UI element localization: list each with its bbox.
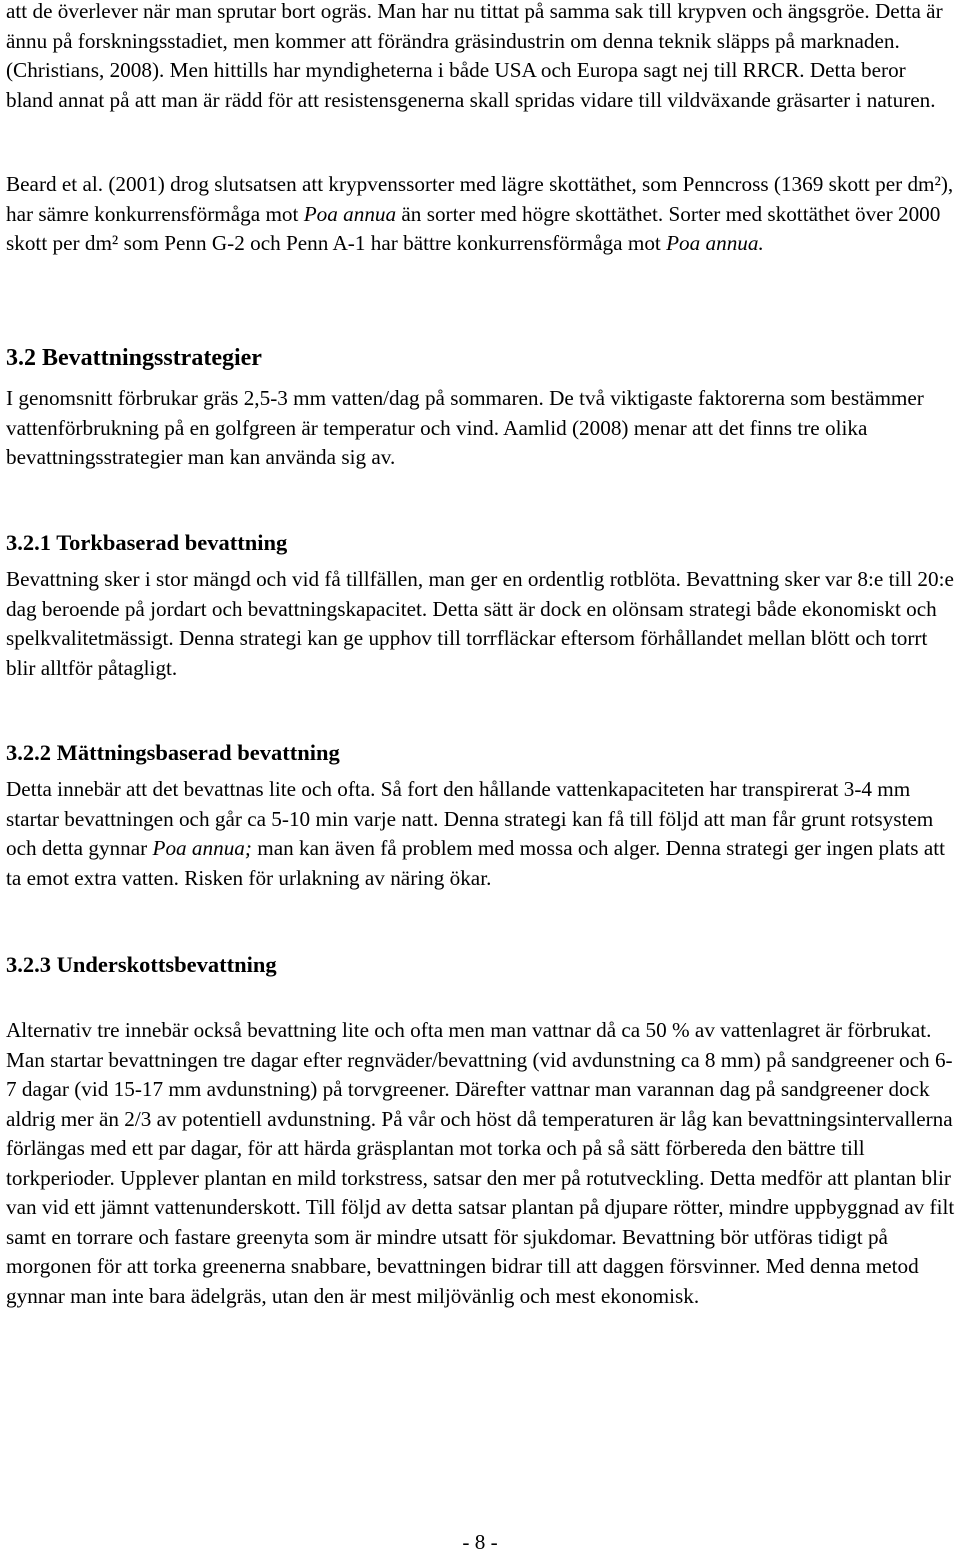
paragraph-text: Beard et al. (2001) drog slutsatsen att krypvenssorter med lägre skottäthet, som Penncross (1369 skott per dm²), har sämre konkurrensförmåga mot bbox=[6, 172, 954, 226]
paragraph-text: man kan även få problem med mossa och alger. Denna strategi ger ingen plats att ta emot extra vatten. Risken för urlakning av näring ökar. bbox=[6, 836, 946, 890]
species-name: Poa annua. bbox=[666, 231, 764, 255]
paragraph-text: Alternativ tre innebär också bevattning lite och ofta men man vattnar då ca 50 % av vattenlagret är förbrukat. Man startar bevattningen tre dagar efter regnväder/bevattning (vid avdunstning ca 8 mm) på sandgreener och 6-7 dagar (vid 15-17 mm avdunstning) på torvgreener. Därefter vattnar man varannan dag på sandgreener dock aldrig mer än 2/3 av potentiell avdunstning. På vår och höst då temperaturen är låg kan bevattningsintervallerna förlängas med ett par dagar, för att härda gräsplantan mot torka och på så sätt förbereda den bättre till torkperioder. Upplever plantan en mild torkstress, satsar den mer på rotutveckling. Detta medför att plantan blir van vid ett jämnt vattenunderskott. Till följd av detta satsar plantan på djupare rötter, mindre uppbyggnad av filt samt en torrare och fastare greenyta som är mindre utsatt för sjukdomar. Bevattning bör utföras tidigt på morgonen för att torka greenerna snabbare, bevattningen bidrar till att daggen försvinner. Med denna metod gynnar man inte bara ädelgräs, utan den är mest miljövänlig och mest ekonomisk. bbox=[6, 1018, 955, 1308]
paragraph-text: än sorter med högre skottäthet. Sorter med skottäthet över 2000 skott per dm² som Penn G-2 och Penn A-1 har bättre konkurrensförmåga mot bbox=[6, 201, 941, 255]
paragraph-beard bbox=[6, 170, 958, 259]
section-heading-3-2-1: 3.2.1 Torkbaserad bevattning bbox=[6, 530, 288, 555]
paragraph-3-2-3 bbox=[6, 1016, 958, 1311]
paragraph-3-2 bbox=[6, 384, 958, 473]
species-name: Poa annua; bbox=[152, 836, 252, 860]
paragraph-3-2-2 bbox=[6, 775, 958, 893]
paragraph-text: Detta innebär att det bevattnas lite och ofta. Så fort den hållande vattenkapaciteten har transpirerat 3-4 mm startar bevattningen och går ca 5-10 min varje natt. Denna strategi kan få till följd att man får grunt rotsystem och detta gynnar bbox=[6, 777, 934, 860]
species-name: Poa annua bbox=[303, 201, 397, 226]
section-heading-3-2-3: 3.2.3 Underskottsbevattning bbox=[6, 952, 277, 977]
page-number: - 8 - bbox=[462, 1530, 498, 1554]
paragraph-3-2-1 bbox=[6, 565, 958, 683]
paragraph-grass-resistance bbox=[6, 0, 958, 115]
paragraph-text: att de överlever när man sprutar bort ogräs. Man har nu tittat på samma sak till krypven och ängsgröe. Detta är ännu på forskningsstadiet, men kommer att förändra gräsindustrin om denna teknik släpps på marknaden. (Christians, 2008). Men hittills har myndigheterna i både USA och Europa sagt nej till RRCR. Detta beror bland annat på att man är rädd för att resistensgenerna skall spridas vidare till vildväxande gräsarter i naturen. bbox=[6, 0, 943, 112]
paragraph-text: Bevattning sker i stor mängd och vid få tillfällen, man ger en ordentlig rotblöta. Bevattning sker var 8:e till 20:e dag beroende på jordart och bevattningskapacitet. Detta sätt är dock en olönsam strategi både ekonomiskt och spelkvalitetmässigt. Denna strategi kan ge upphov till torrfläckar eftersom förhållandet mellan blött och torrt blir alltför påtagligt. bbox=[6, 567, 954, 680]
section-heading-3-2: 3.2 Bevattningsstrategier bbox=[6, 345, 262, 371]
paragraph-text: I genomsnitt förbrukar gräs 2,5-3 mm vatten/dag på sommaren. De två viktigaste faktorerna som bestämmer vattenförbrukning på en golfgreen är temperatur och vind. Aamlid (2008) menar att det finns tre olika bevattningsstrategier man kan använda sig av. bbox=[6, 386, 924, 469]
section-heading-3-2-2: 3.2.2 Mättningsbaserad bevattning bbox=[6, 740, 340, 765]
